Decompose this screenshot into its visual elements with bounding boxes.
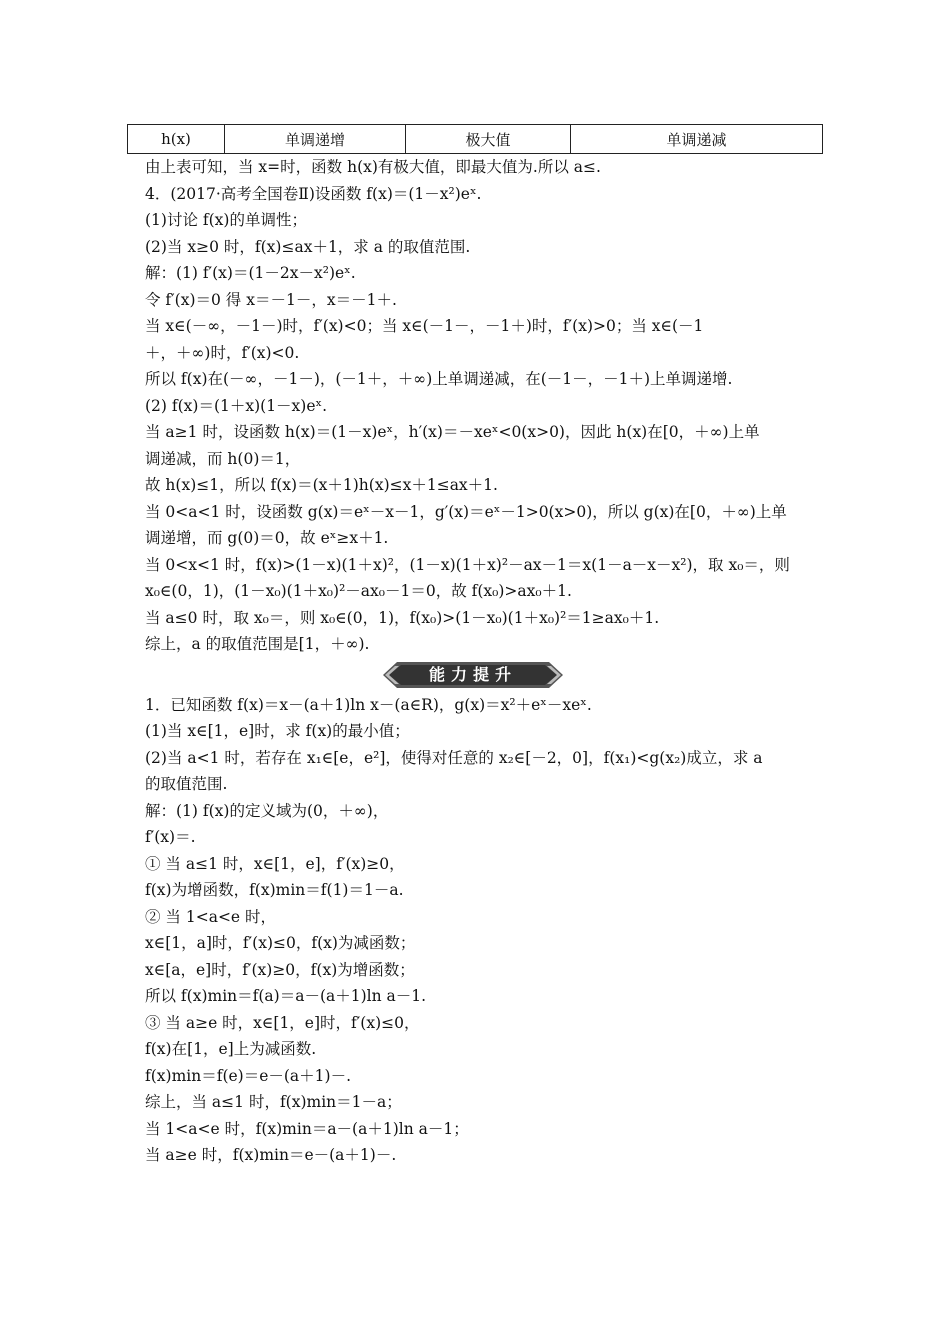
text-line: ③ 当 a≥e 时，x∈[1，e]时，f′(x)≤0， xyxy=(145,1013,420,1032)
text-line: 调递增，而 g(0)＝0，故 eˣ≥x＋1. xyxy=(145,529,389,547)
text-line: (1)讨论 f(x)的单调性； xyxy=(145,211,307,229)
text-line: 综上，a 的取值范围是[1，＋∞). xyxy=(145,635,370,653)
problem-heading: 1．已知函数 f(x)＝x－(a＋1)ln x－(a∈R)，g(x)＝x²＋eˣ－xeˣ. xyxy=(145,695,592,714)
text-line: 调递减，而 h(0)＝1， xyxy=(145,449,301,468)
problem-heading: 4．(2017·高考全国卷Ⅱ)设函数 f(x)＝(1－x²)eˣ. xyxy=(145,184,482,203)
text-line: 所以 f(x)在(－∞，－1－)，(－1＋，＋∞)上单调递减，在(－1－，－1＋)上单调递增. xyxy=(145,370,733,388)
text-line: 当 x∈(－∞，－1－)时，f′(x)<0；当 x∈(－1－，－1＋)时，f′(x)>0；当 x∈(－1 xyxy=(145,317,704,335)
table-cell: 极大值 xyxy=(406,125,571,154)
text-line: 当 a≥e 时，f(x)min＝e－(a＋1)－. xyxy=(145,1146,397,1164)
banner-title: 能力提升 xyxy=(428,664,517,684)
monotonicity-table xyxy=(127,124,823,154)
table-cell: 单调递减 xyxy=(571,125,823,154)
text-line: 解：(1) f′(x)＝(1－2x－x²)eˣ. xyxy=(145,264,356,282)
text-line: f(x)在[1，e]上为减函数. xyxy=(145,1040,317,1058)
text-line: x∈[1，a]时，f′(x)≤0，f(x)为减函数； xyxy=(145,934,416,952)
text-line: ＋，＋∞)时，f′(x)<0. xyxy=(145,343,300,362)
text-line: 当 0<a<1 时，设函数 g(x)＝eˣ－x－1，g′(x)＝eˣ－1>0(x>0)，所以 g(x)在[0，＋∞)上单 xyxy=(145,502,787,521)
text-line: f(x)为增函数，f(x)min＝f(1)＝1－a. xyxy=(145,881,404,899)
text-line: 所以 f(x)min＝f(a)＝a－(a＋1)ln a－1. xyxy=(145,987,427,1005)
text-line: 解：(1) f(x)的定义域为(0，＋∞)， xyxy=(145,801,389,820)
text-line: (2)当 a<1 时，若存在 x₁∈[e，e²]，使得对任意的 x₂∈[－2，0]，f(x₁)<g(x₂)成立，求 a xyxy=(145,748,763,767)
table-cell: h(x) xyxy=(128,125,225,154)
text-line: 当 a≤0 时，取 x₀＝，则 x₀∈(0，1)，f(x₀)>(1－x₀)(1＋x₀)²＝1≥ax₀＋1. xyxy=(145,608,660,627)
text-line: 的取值范围. xyxy=(145,775,228,793)
text-line: 当 1<a<e 时，f(x)min＝a－(a＋1)ln a－1； xyxy=(145,1119,469,1138)
text-line: ② 当 1<a<e 时， xyxy=(145,907,277,926)
text-line: (2) f(x)＝(1＋x)(1－x)eˣ. xyxy=(145,396,328,415)
text-line: 当 a≥1 时，设函数 h(x)＝(1－x)eˣ，h′(x)＝－xeˣ<0(x>0)，因此 h(x)在[0，＋∞)上单 xyxy=(145,423,760,441)
text-line: ① 当 a≤1 时，x∈[1，e]，f′(x)≥0， xyxy=(145,854,405,873)
body-text xyxy=(145,154,815,1169)
table-row xyxy=(128,125,823,154)
section-banner xyxy=(145,658,815,692)
text-line: (1)当 x∈[1，e]时，求 f(x)的最小值； xyxy=(145,722,410,740)
text-line: 由上表可知，当 x=时，函数 h(x)有极大值，即最大值为.所以 a≤. xyxy=(145,158,601,176)
text-line: (2)当 x≥0 时，f(x)≤ax＋1，求 a 的取值范围. xyxy=(145,237,471,256)
text-line: f(x)min＝f(e)＝e－(a＋1)－. xyxy=(145,1066,352,1085)
text-line: x₀∈(0，1)，(1－x₀)(1＋x₀)²－ax₀－1＝0，故 f(x₀)>ax₀＋1. xyxy=(145,582,572,600)
text-line: x∈[a，e]时，f′(x)≥0，f(x)为增函数； xyxy=(145,960,415,979)
table-cell: 单调递增 xyxy=(225,125,406,154)
text-line: 综上，当 a≤1 时，f(x)min＝1－a； xyxy=(145,1093,402,1111)
text-line: 令 f′(x)＝0 得 x＝－1－，x＝－1＋. xyxy=(145,290,397,309)
text-line: 当 0<x<1 时，f(x)>(1－x)(1＋x)²，(1－x)(1＋x)²－ax－1＝x(1－a－x－x²)，取 x₀＝，则 xyxy=(145,555,790,574)
text-line: 故 h(x)≤1，所以 f(x)＝(x＋1)h(x)≤x＋1≤ax＋1. xyxy=(145,476,498,494)
text-line: f′(x)＝. xyxy=(145,828,196,846)
